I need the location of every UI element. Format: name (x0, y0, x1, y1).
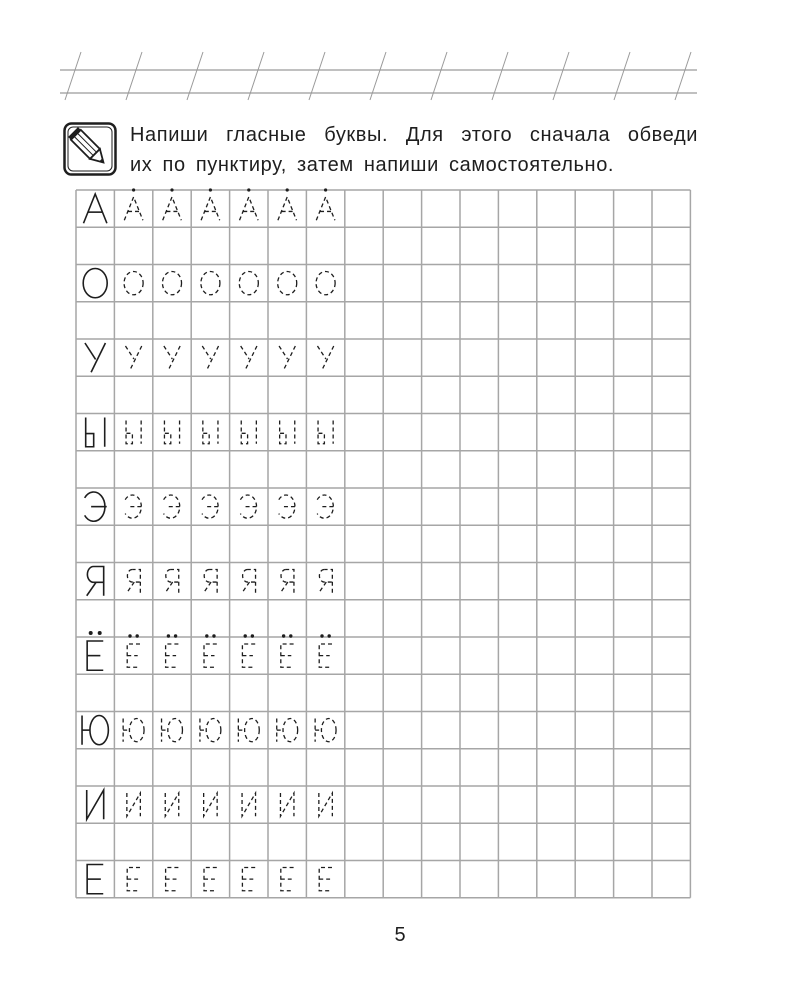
tracing-letter (123, 719, 144, 742)
tracing-letter (241, 421, 256, 444)
tracing-letter (162, 719, 183, 742)
page-number: 5 (394, 924, 406, 946)
tracing-letter (201, 272, 220, 295)
tracing-letter (318, 421, 333, 444)
tracing-letter (165, 570, 178, 593)
tracing-letter (315, 719, 336, 742)
tracing-letter (277, 719, 298, 742)
tracing-letter (242, 793, 255, 816)
tracing-letter (164, 495, 182, 518)
tracing-letter (316, 272, 335, 295)
tracing-letter (239, 272, 258, 295)
tracing-letter (319, 634, 332, 667)
tracing-letter (317, 346, 333, 369)
tracing-letter (281, 868, 294, 891)
tracing-letter (163, 188, 182, 220)
tracing-letter (278, 188, 297, 220)
tracing-letter (238, 719, 259, 742)
instruction-text-line-2: их по пунктиру, затем напиши самостоятельно. (130, 154, 615, 176)
tracing-letter (200, 719, 221, 742)
sample-letter (85, 343, 105, 372)
tracing-letter (240, 188, 259, 220)
tracing-letter (162, 272, 181, 295)
sample-letter (84, 194, 107, 223)
tracing-letter (317, 495, 335, 518)
tracing-letter (164, 346, 180, 369)
tracing-letter (242, 634, 255, 667)
tracing-letter (242, 868, 255, 891)
tracing-letter (281, 634, 294, 667)
tracing-letter (280, 421, 295, 444)
tracing-letter (319, 570, 332, 593)
tracing-letter (242, 570, 255, 593)
tracing-letter (240, 495, 258, 518)
tracing-letter (319, 868, 332, 891)
tracing-letter (204, 570, 217, 593)
tracing-letter (202, 495, 220, 518)
sample-letter (86, 418, 105, 447)
tracing-letter (204, 634, 217, 667)
tracing-letter (127, 634, 140, 667)
sample-letter (83, 269, 107, 298)
tracing-letter (166, 634, 179, 667)
tracing-letter (204, 868, 217, 891)
tracing-letter (279, 346, 295, 369)
tracing-letter (165, 793, 178, 816)
tracing-letter (125, 346, 141, 369)
tracing-letter (124, 188, 143, 220)
tracing-letter (241, 346, 257, 369)
sample-letter (85, 492, 107, 521)
sample-letter (82, 716, 108, 745)
tracing-letter (124, 272, 143, 295)
tracing-letter (127, 868, 140, 891)
tracing-letter (166, 868, 179, 891)
tracing-letter (319, 793, 332, 816)
sample-letter (87, 865, 103, 894)
tracing-letter (126, 421, 141, 444)
tracing-letter (316, 188, 335, 220)
sample-letter (87, 790, 104, 819)
tracing-letter (125, 495, 143, 518)
sample-letter (87, 567, 104, 596)
tracing-letter (202, 346, 218, 369)
tracing-letter (204, 793, 217, 816)
tracing-letter (164, 421, 179, 444)
tracing-letter (280, 793, 293, 816)
tracing-letter (201, 188, 220, 220)
instruction-text-line-1: Напиши гласные буквы. Для этого сначала обведи (130, 124, 698, 146)
tracing-letter (280, 570, 293, 593)
tracing-letter (279, 495, 297, 518)
tracing-letter (278, 272, 297, 295)
tracing-letter (203, 421, 218, 444)
tracing-letter (127, 793, 140, 816)
tracing-letter (127, 570, 140, 593)
